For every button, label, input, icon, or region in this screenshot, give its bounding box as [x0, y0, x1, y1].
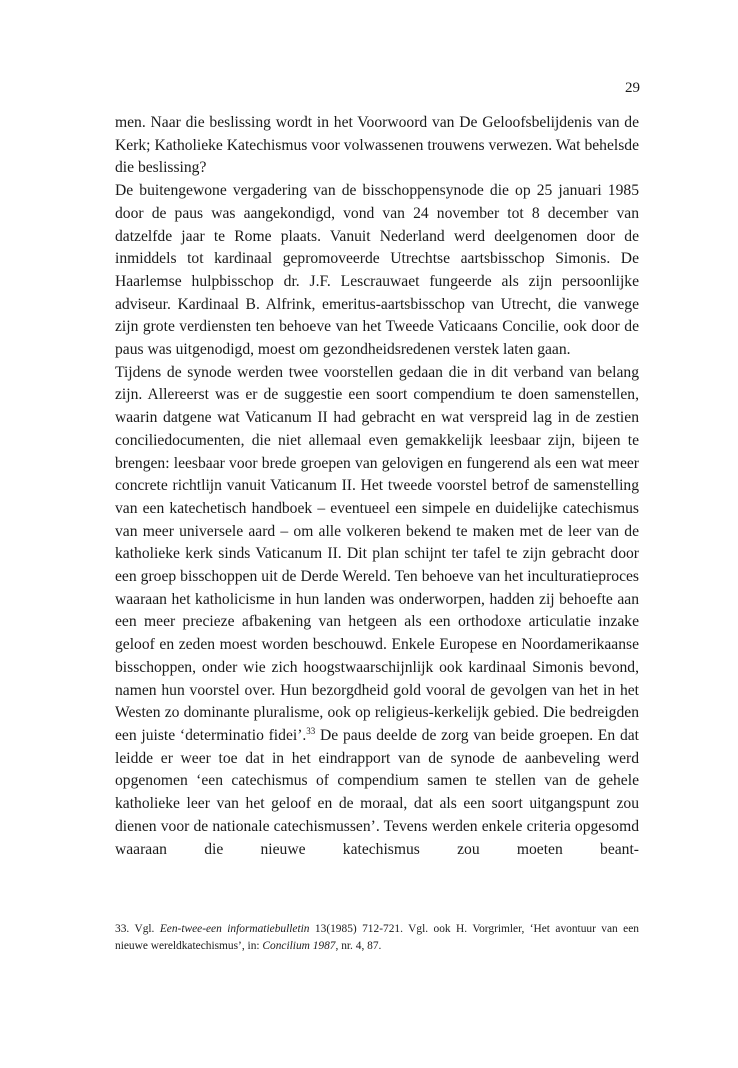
footnote-prefix: 33. Vgl. [115, 923, 160, 935]
paragraph-3 [115, 362, 639, 861]
footnote [115, 921, 639, 954]
footnote-reference: 33 [306, 725, 316, 736]
footnote-title-bulletin: Een-twee-een informatiebulletin [159, 923, 310, 935]
footnote-text-end: , nr. 4, 87. [335, 939, 382, 952]
paragraph-3-text-b: De paus deelde de zorg van beide groepen. En dat leidde er weer toe dat in het eindrapport van de synode de aanbeveling werd opgenomen ‘een catechismus of compendium samen te stellen van de gehele katholieke leer van het geloof en de moraal, dat als een soort uitgangspunt zou dienen voor de nationale catechismussen’. Tevens werden enkele criteria opgesomd waaraan die nieuwe katechismus zou moeten beant- [115, 726, 639, 858]
footnote-title-concilium: Concilium 1987 [262, 939, 336, 952]
paragraph-1: men. Naar die beslissing wordt in het Voorwoord van De Geloofsbelijdenis van de Kerk; Katholieke Katechismus voor volwassenen trouwens verwezen. Wat behelsde die beslissing? [115, 114, 639, 177]
page-number: 29 [625, 80, 640, 96]
body-text [115, 112, 639, 861]
paragraph-2: De buitengewone vergadering van de bisschoppensynode die op 25 januari 1985 door de paus was aangekondigd, vond van 24 november tot 8 december van datzelfde jaar te Rome plaats. Vanuit Nederland werd deelgenomen door de inmiddels tot kardinaal gepromoveerde Utrechtse aartsbisschop Simonis. De Haarlemse hulpbisschop dr. J.F. Lescrauwaet fungeerde als zijn persoonlijke adviseur. Kardinaal B. Alfrink, emeritus-aartsbisschop van Utrecht, die vanwege zijn grote verdiensten ten behoeve van het Tweede Vaticaans Concilie, ook door de paus was uitgenodigd, moest om gezondheidsredenen verstek laten gaan. [115, 182, 639, 359]
footnote-text: 13(1985) 712-721. Vgl. ook H. Vorgrimler, ‘Het avontuur van een nieuwe wereldkatechismus’, in: [115, 923, 639, 952]
paragraph-3-text-a: Tijdens de synode werden twee voorstellen gedaan die in dit verband van belang zijn. Allereerst was er de suggestie een soort compendium te doen samenstellen, waarin datgene wat Vaticanum II had gebracht en wat verspreid lag in de zestien conciliedocumenten, die niet allemaal even gemakkelijk leesbaar zijn, bijeen te brengen: leesbaar voor brede groepen van gelovigen en fungerend als een wat meer concrete richtlijn vanuit Vaticanum II. Het tweede voorstel betrof de samenstelling van een katechetisch handboek – eventueel een simpele en duidelijke catechismus van meer universele aard – om alle volkeren bekend te maken met de leer van de katholieke kerk sinds Vaticanum II. Dit plan schijnt ter tafel te zijn gebracht door een groep bisschoppen uit de Derde Wereld. Ten behoeve van het inculturatieproces waaraan het katholicisme in hun landen was onderworpen, hadden zij behoefte aan een meer precieze afbakening van hetgeen als een orthodoxe articulatie inzake geloof en zeden moest worden beschouwd. Enkele Europese en Noordamerikaanse bisschoppen, onder wie zich hoogstwaarschijnlijk ook kardinaal Simonis bevond, namen hun voorstel over. Hun bezorgdheid gold vooral de gevolgen van het in het Westen zo dominante pluralisme, ook op religieus-kerkelijk gebied. Die bedreigden een juiste ‘determinatio fidei’. [115, 363, 639, 744]
